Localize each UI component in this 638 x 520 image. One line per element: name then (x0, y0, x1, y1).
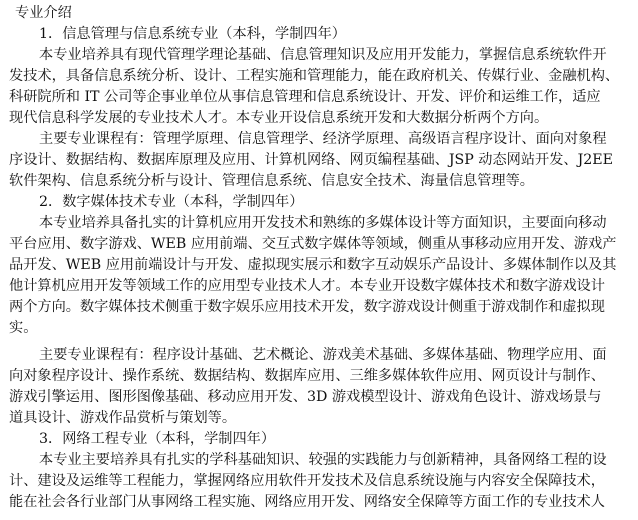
major-2-courses-line: 主要专业课程有：程序设计基础、艺术概论、游戏美术基础、多媒体基础、物理学应用、面 (39, 347, 607, 363)
major-2-description-line: 品开发、WEB 应用前端设计与开发、虚拟现实展示和数字互动娱乐产品设计、多媒体制作以及其 (9, 257, 617, 273)
major-3-description-line: 计、建设及运维等工程能力，掌握网络应用软件开发技术及信息系统设施与内容安全保障技术， (9, 473, 605, 489)
major-3-description-line: 能在社会各行业部门从事网络工程实施、网络应用开发、网络安全保障等方面工作的专业技术人 (9, 494, 605, 510)
major-1-title: 1．信息管理与信息系统专业（本科，学制四年） (39, 26, 346, 42)
major-2-description-line: 他计算机应用开发等领域工作的应用型专业技术人才。本专业开设数字媒体技术和数字游戏设计 (9, 278, 605, 294)
major-1-courses-line: 软件架构、信息系统分析与设计、管理信息系统、信息安全技术、海量信息管理等。 (9, 173, 534, 189)
section-heading: 专业介绍 (15, 5, 72, 21)
major-2-description-line: 平台应用、数字游戏、WEB 应用前端、交互式数字媒体等领域，侧重从事移动应用开发、游戏产 (9, 236, 617, 252)
major-2-courses-line: 向对象程序设计、操作系统、数据结构、数据库应用、三维多媒体软件应用、网页设计与制作、 (9, 368, 605, 384)
major-1-description-line: 现代信息科学发展的专业技术人才。本专业开设信息系统开发和大数据分析两个方向。 (9, 110, 549, 126)
major-1-description-line: 科研院所和 IT 公司等企事业单位从事信息管理和信息系统设计、开发、评价和运维工作，适应 (9, 89, 601, 105)
major-3-description-line: 本专业主要培养具有扎实的学科基础知识、较强的实践能力与创新精神，具备网络工程的设 (39, 452, 607, 468)
major-2-description-line: 本专业培养具备扎实的计算机应用开发技术和熟练的多媒体设计等方面知识，主要面向移动 (39, 215, 607, 231)
major-2-description-line: 两个方向。数字媒体技术侧重于数字娱乐应用技术开发，数字游戏设计侧重于游戏制作和虚拟现 (9, 299, 605, 315)
major-2-title: 2．数字媒体技术专业（本科，学制四年） (39, 194, 304, 210)
major-2-courses-line: 游戏引擎运用、图形图像基础、移动应用开发、3D 游戏模型设计、游戏角色设计、游戏场景与 (9, 389, 602, 405)
major-1-courses-line: 主要专业课程有：管理学原理、信息管理学、经济学原理、高级语言程序设计、面向对象程 (39, 131, 607, 147)
major-2-courses-line: 道具设计、游戏作品赏析与策划等。 (9, 410, 237, 426)
major-1-description-line: 本专业培养具有现代管理学理论基础、信息管理知识及应用开发能力，掌握信息系统软件开 (39, 47, 607, 63)
major-1-description-line: 发技术，具备信息系统分析、设计、工程实施和管理能力，能在政府机关、传媒行业、金融机构、 (9, 68, 620, 84)
major-1-courses-line: 序设计、数据结构、数据库原理及应用、计算机网络、网页编程基础、JSP 动态网站开发、J2EE (9, 152, 614, 168)
major-3-title: 3．网络工程专业（本科，学制四年） (39, 431, 276, 447)
major-2-description-line: 实。 (9, 320, 38, 336)
